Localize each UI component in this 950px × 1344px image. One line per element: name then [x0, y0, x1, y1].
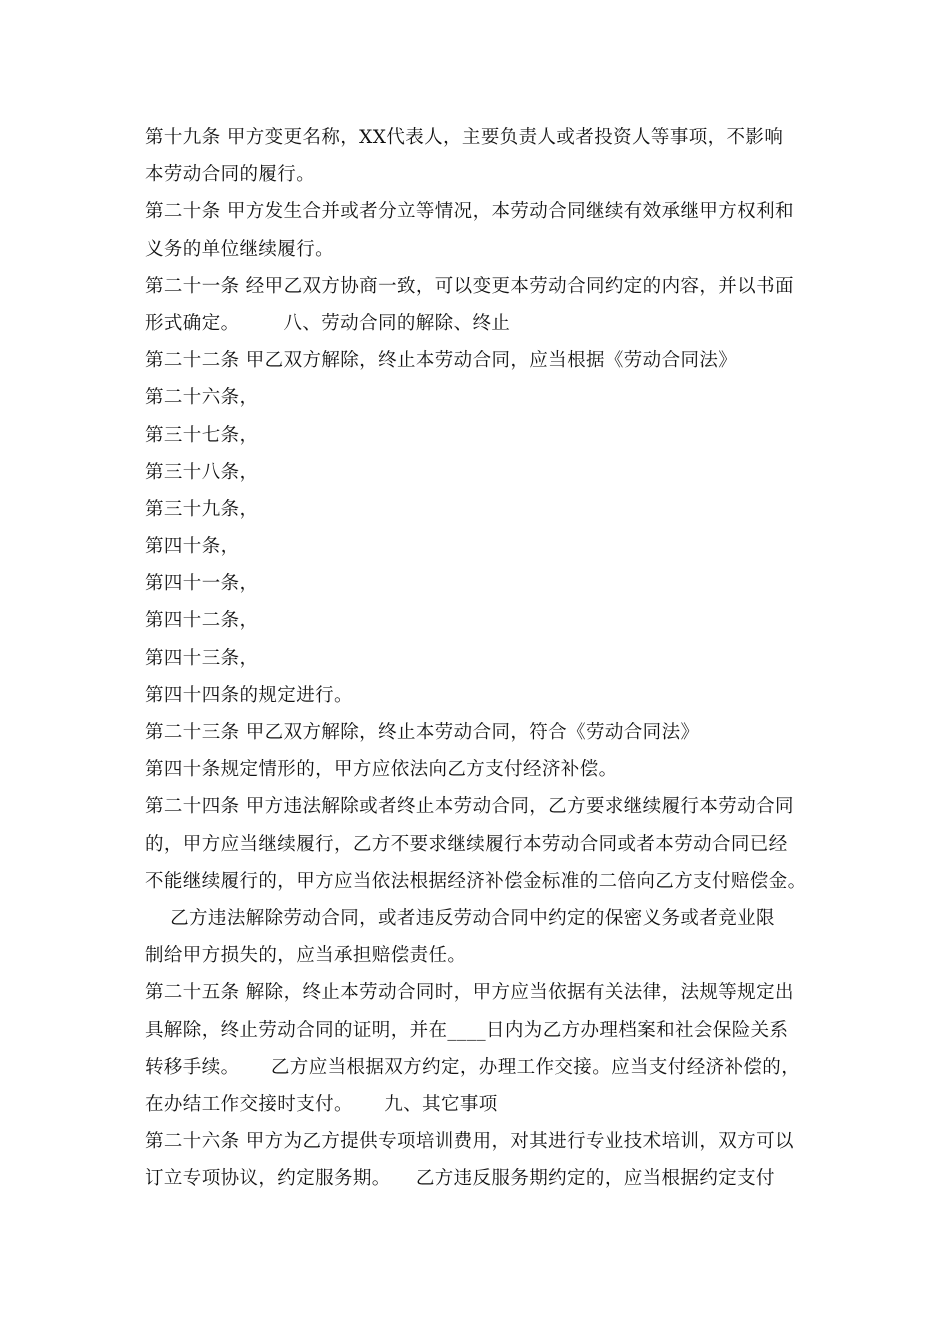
text-line: 第二十一条 经甲乙双方协商一致，可以变更本劳动合同约定的内容，并以书面 [145, 275, 794, 297]
text-line: 制给甲方损失的，应当承担赔偿责任。 [145, 945, 467, 967]
text-line: 第四十条规定情形的，甲方应依法向乙方支付经济补偿。 [145, 759, 618, 781]
text-line: 具解除，终止劳动合同的证明，并在____日内为乙方办理档案和社会保险关系 [145, 1019, 789, 1041]
text-line: 的，甲方应当继续履行，乙方不要求继续履行本劳动合同或者本劳动合同已经 [145, 833, 788, 855]
text-line: 本劳动合同的履行。 [145, 164, 316, 186]
text-line: 第四十四条的规定进行。 [145, 684, 353, 706]
text-line: 形式确定。 八、劳动合同的解除、终止 [145, 312, 511, 334]
text-line: 第二十四条 甲方违法解除或者终止本劳动合同，乙方要求继续履行本劳动合同 [145, 796, 794, 818]
text-line: 第二十二条 甲乙双方解除，终止本劳动合同，应当根据《劳动合同法》 [145, 350, 738, 372]
text-line: 第十九条 甲方变更名称，XX代表人，主要负责人或者投资人等事项，不影响 [145, 127, 784, 148]
text-line: 第二十三条 甲乙双方解除，终止本劳动合同，符合《劳动合同法》 [145, 722, 700, 743]
text-line: 转移手续。 乙方应当根据双方约定，办理工作交接。应当支付经济补偿的， [145, 1056, 801, 1078]
text-line: 第三十八条， [145, 461, 259, 483]
text-line: 第二十五条 解除，终止本劳动合同时，甲方应当依据有关法律，法规等规定出 [145, 982, 794, 1004]
text-line: 第二十六条 甲方为乙方提供专项培训费用，对其进行专业技术培训，双方可以 [145, 1131, 794, 1153]
document-body [145, 119, 825, 1197]
text-line: 在办结工作交接时支付。 九、其它事项 [145, 1093, 498, 1115]
text-line: 第三十九条， [145, 498, 259, 520]
text-line: 乙方违法解除劳动合同，或者违反劳动合同中约定的保密义务或者竞业限 [145, 907, 775, 929]
text-line: 不能继续履行的，甲方应当依法根据经济补偿金标准的二倍向乙方支付赔偿金。 [145, 870, 807, 892]
text-line: 订立专项协议，约定服务期。 乙方违反服务期约定的，应当根据约定支付 [145, 1168, 775, 1190]
text-line: 第四十一条， [145, 573, 259, 595]
text-line: 第四十三条， [145, 647, 259, 669]
text-line: 第二十条 甲方发生合并或者分立等情况，本劳动合同继续有效承继甲方权利和 [145, 201, 794, 223]
text-line: 第三十七条， [145, 424, 259, 446]
text-line: 第二十六条， [145, 387, 259, 409]
text-line: 第四十二条， [145, 610, 259, 632]
text-line: 第四十条， [145, 536, 240, 558]
text-line: 义务的单位继续履行。 [145, 238, 335, 260]
